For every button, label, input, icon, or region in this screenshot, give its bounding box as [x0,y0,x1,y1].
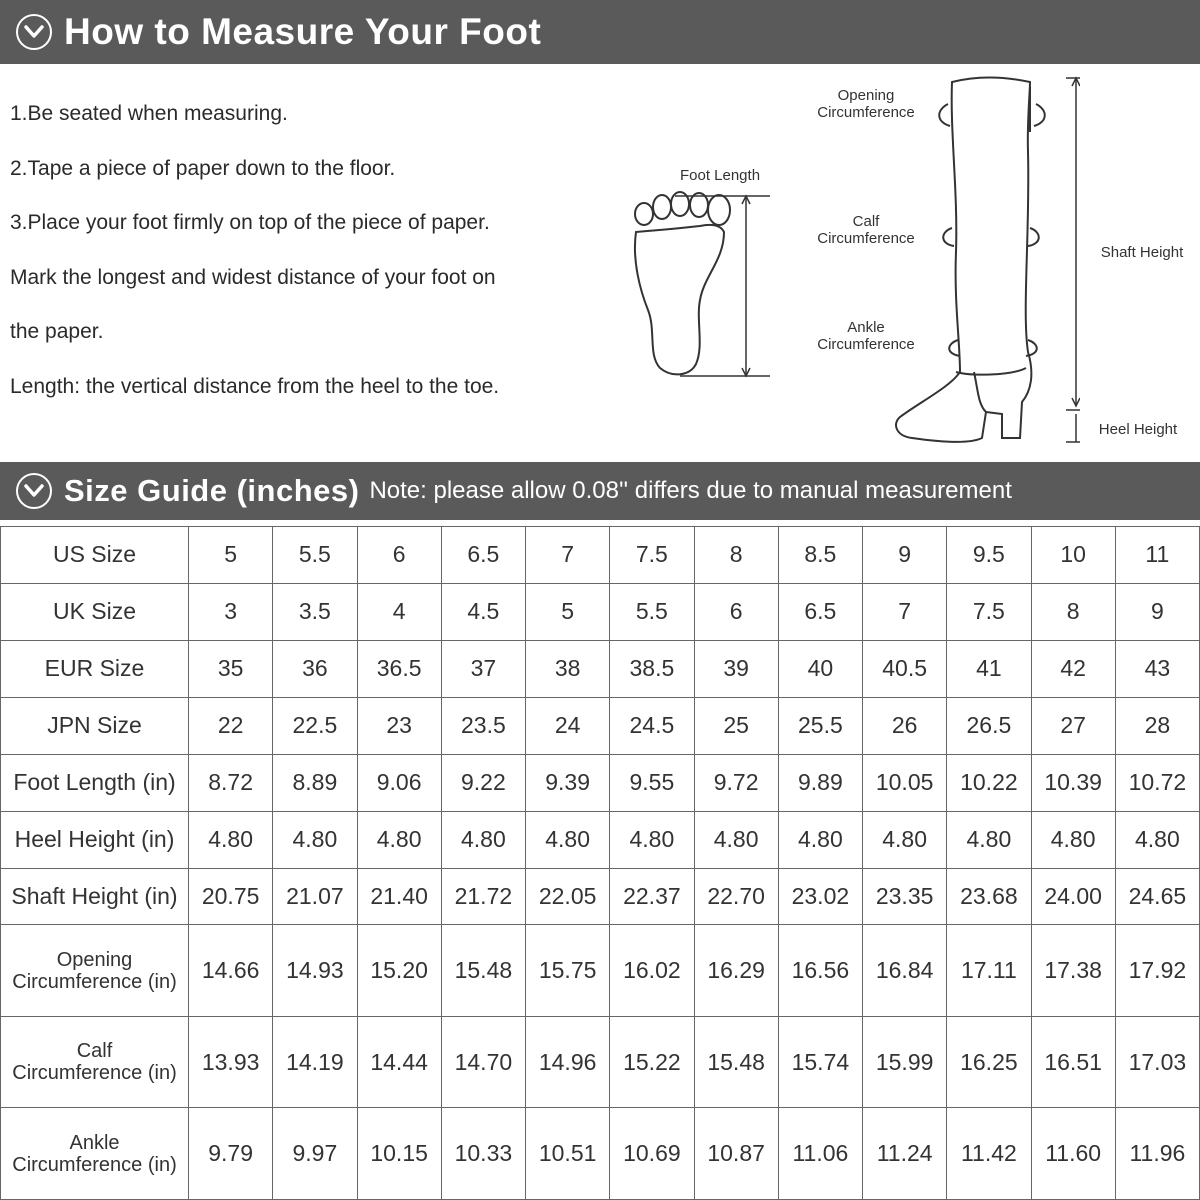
table-cell: 16.51 [1031,1016,1115,1107]
table-cell: 7.5 [610,527,694,584]
table-cell: 35 [189,640,273,697]
instructions-list [10,96,610,423]
chevron-down-icon [16,473,52,509]
table-cell: 4.80 [947,811,1031,868]
table-row [1,527,1200,584]
table-cell: 7 [863,583,947,640]
table-cell: 8.5 [778,527,862,584]
table-cell: 22.70 [694,868,778,925]
size-guide-note: Note: please allow 0.08'' differs due to manual measurement [369,477,1012,504]
table-cell: 9.72 [694,754,778,811]
row-header-cell [1,868,189,925]
table-cell: 14.70 [441,1016,525,1107]
shaft-height-label: Shaft Height [1100,244,1184,261]
table-cell: 7 [526,527,610,584]
table-cell: 23.68 [947,868,1031,925]
table-cell: 9.55 [610,754,694,811]
table-cell: 22.5 [273,697,357,754]
row-header-label: Ankle [69,1131,120,1154]
table-cell: 14.96 [526,1016,610,1107]
table-cell: 10.87 [694,1108,778,1200]
size-guide-header-bar [0,462,1200,520]
table-cell: 4.5 [441,583,525,640]
table-cell: 9 [863,527,947,584]
row-header-label: JPN Size [47,712,142,739]
instruction-line: 3.Place your foot firmly on top of the piece of paper. [10,211,490,234]
table-cell: 8.89 [273,754,357,811]
table-cell: 15.74 [778,1016,862,1107]
table-cell: 23.02 [778,868,862,925]
table-cell: 36.5 [357,640,441,697]
table-cell: 24.5 [610,697,694,754]
table-cell: 10.22 [947,754,1031,811]
row-header-label-line2: Circumference (in) [12,1153,177,1176]
table-row [1,925,1200,1016]
table-cell: 43 [1115,640,1199,697]
table-cell: 4.80 [1031,811,1115,868]
table-cell: 25 [694,697,778,754]
table-cell: 14.93 [273,925,357,1016]
table-cell: 4.80 [273,811,357,868]
table-cell: 9.5 [947,527,1031,584]
table-cell: 4.80 [863,811,947,868]
row-header-label: Foot Length (in) [13,769,176,796]
table-cell: 8 [694,527,778,584]
table-cell: 10.33 [441,1108,525,1200]
table-cell: 17.92 [1115,925,1199,1016]
calf-circumference-label: Calf Circumference [817,213,915,247]
measure-header-bar [0,0,1200,64]
table-cell: 4.80 [610,811,694,868]
table-cell: 41 [947,640,1031,697]
table-cell: 3 [189,583,273,640]
table-cell: 27 [1031,697,1115,754]
table-cell: 7.5 [947,583,1031,640]
row-header-cell [1,527,189,584]
table-cell: 37 [441,640,525,697]
table-cell: 22.37 [610,868,694,925]
table-cell: 26 [863,697,947,754]
size-guide-table [0,526,1200,1200]
table-cell: 14.66 [189,925,273,1016]
table-row [1,811,1200,868]
table-cell: 11.42 [947,1108,1031,1200]
table-cell: 6.5 [441,527,525,584]
table-cell: 14.19 [273,1016,357,1107]
table-cell: 8.72 [189,754,273,811]
table-cell: 16.02 [610,925,694,1016]
table-cell: 6 [357,527,441,584]
table-cell: 24.00 [1031,868,1115,925]
table-cell: 9.97 [273,1108,357,1200]
table-cell: 20.75 [189,868,273,925]
table-cell: 28 [1115,697,1199,754]
table-cell: 40 [778,640,862,697]
table-cell: 40.5 [863,640,947,697]
row-header-label: US Size [52,541,137,568]
table-cell: 4.80 [189,811,273,868]
table-cell: 38.5 [610,640,694,697]
boot-outline-illustration [890,72,1080,452]
table-cell: 16.84 [863,925,947,1016]
table-cell: 6 [694,583,778,640]
table-cell: 5 [189,527,273,584]
opening-circumference-label: Opening Circumference [817,87,915,121]
table-cell: 11.06 [778,1108,862,1200]
table-cell: 16.56 [778,925,862,1016]
table-cell: 16.29 [694,925,778,1016]
table-cell: 10 [1031,527,1115,584]
table-cell: 22.05 [526,868,610,925]
table-cell: 4.80 [694,811,778,868]
ankle-circumference-label: Ankle Circumference [817,319,915,353]
table-cell: 4.80 [526,811,610,868]
table-cell: 13.93 [189,1016,273,1107]
row-header-cell [1,640,189,697]
table-cell: 25.5 [778,697,862,754]
row-header-cell [1,1016,189,1107]
row-header-label-line2: Circumference (in) [12,970,177,993]
table-cell: 4.80 [778,811,862,868]
row-header-cell [1,583,189,640]
table-row [1,1108,1200,1200]
measure-title: How to Measure Your Foot [64,11,542,52]
table-cell: 26.5 [947,697,1031,754]
table-cell: 10.05 [863,754,947,811]
table-cell: 5.5 [610,583,694,640]
row-header-label: Opening [56,948,133,971]
row-header-label: Calf [76,1040,113,1063]
table-cell: 10.39 [1031,754,1115,811]
row-header-label: Shaft Height (in) [11,882,178,909]
row-header-label-line2: Circumference (in) [12,1062,177,1085]
table-row [1,868,1200,925]
table-row [1,640,1200,697]
table-cell: 23 [357,697,441,754]
table-row [1,1016,1200,1107]
table-cell: 11.96 [1115,1108,1199,1200]
heel-height-label: Heel Height [1098,421,1178,438]
table-cell: 11.60 [1031,1108,1115,1200]
table-cell: 16.25 [947,1016,1031,1107]
row-header-label: UK Size [52,598,137,625]
table-cell: 21.72 [441,868,525,925]
table-cell: 15.48 [441,925,525,1016]
instruction-line: the paper. [10,320,104,343]
row-header-cell [1,697,189,754]
row-header-cell [1,754,189,811]
table-row [1,583,1200,640]
table-cell: 23.35 [863,868,947,925]
table-cell: 24.65 [1115,868,1199,925]
table-cell: 5 [526,583,610,640]
table-cell: 4.80 [441,811,525,868]
row-header-cell [1,1108,189,1200]
table-cell: 17.03 [1115,1016,1199,1107]
table-cell: 15.99 [863,1016,947,1107]
table-cell: 38 [526,640,610,697]
table-cell: 39 [694,640,778,697]
table-cell: 10.51 [526,1108,610,1200]
table-cell: 15.48 [694,1016,778,1107]
table-cell: 24 [526,697,610,754]
instruction-line: 1.Be seated when measuring. [10,102,288,125]
table-cell: 9.79 [189,1108,273,1200]
size-guide-title: Size Guide (inches) [64,473,360,508]
table-cell: 3.5 [273,583,357,640]
table-cell: 42 [1031,640,1115,697]
row-header-label: Heel Height (in) [14,826,175,853]
table-cell: 23.5 [441,697,525,754]
table-cell: 15.22 [610,1016,694,1107]
table-cell: 14.44 [357,1016,441,1107]
chevron-down-icon [16,14,52,50]
table-cell: 22 [189,697,273,754]
table-cell: 4 [357,583,441,640]
instruction-line: 2.Tape a piece of paper down to the floor. [10,156,396,180]
table-row [1,697,1200,754]
table-cell: 17.38 [1031,925,1115,1016]
table-cell: 10.72 [1115,754,1199,811]
table-cell: 9.06 [357,754,441,811]
table-cell: 11 [1115,527,1199,584]
table-row [1,754,1200,811]
table-cell: 11.24 [863,1108,947,1200]
table-cell: 6.5 [778,583,862,640]
instruction-line: Mark the longest and widest distance of your foot on [10,265,496,289]
table-cell: 9.22 [441,754,525,811]
table-cell: 5.5 [273,527,357,584]
table-cell: 21.40 [357,868,441,925]
table-cell: 8 [1031,583,1115,640]
table-cell: 36 [273,640,357,697]
table-cell: 21.07 [273,868,357,925]
row-header-cell [1,925,189,1016]
row-header-label: EUR Size [44,655,145,682]
table-cell: 15.20 [357,925,441,1016]
table-cell: 4.80 [1115,811,1199,868]
table-cell: 9.89 [778,754,862,811]
row-header-cell [1,811,189,868]
table-cell: 4.80 [357,811,441,868]
table-cell: 9 [1115,583,1199,640]
foot-length-label: Foot Length [679,167,761,184]
table-cell: 10.69 [610,1108,694,1200]
table-cell: 17.11 [947,925,1031,1016]
table-cell: 10.15 [357,1108,441,1200]
table-cell: 9.39 [526,754,610,811]
foot-outline-illustration [620,180,790,390]
table-cell: 15.75 [526,925,610,1016]
instruction-line: Length: the vertical distance from the heel to the toe. [10,374,500,398]
